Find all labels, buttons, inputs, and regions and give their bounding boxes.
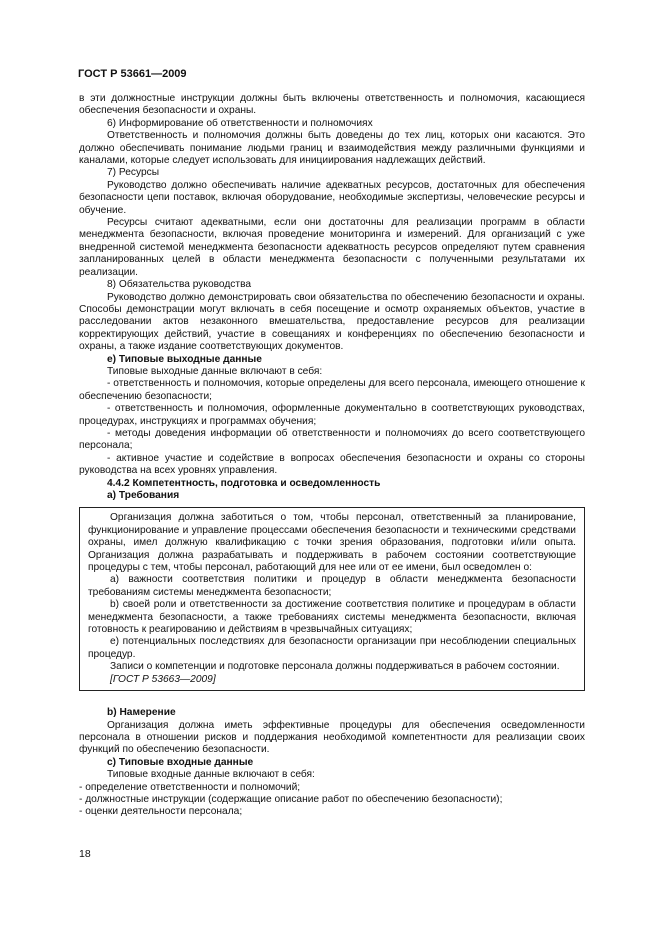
page-number: 18 bbox=[79, 848, 91, 860]
box-paragraph: b) своей роли и ответственности за достижение соответствия политике и процедурам в области менеджмента безопасности, а также требованиях системы менеджмента безопасности, включая готовность к реагированию и действиям в чрезвычайных ситуациях; bbox=[88, 599, 576, 636]
paragraph: a) Требования bbox=[107, 490, 180, 501]
document-header: ГОСТ Р 53661—2009 bbox=[78, 68, 187, 80]
box-paragraph: e) потенциальных последствиях для безопасности организации при несоблюдении специальных процедур. bbox=[88, 636, 576, 660]
paragraph: Типовые выходные данные включают в себя: bbox=[107, 365, 323, 377]
quoted-requirement-box bbox=[79, 507, 585, 691]
section-after-box bbox=[79, 707, 585, 819]
paragraph: 6) Информирование об ответственности и полномочиях bbox=[107, 117, 373, 129]
section-before-box bbox=[79, 93, 585, 502]
box-paragraph: Записи о компетенции и подготовке персонала должны поддерживаться в рабочем состоянии. bbox=[110, 661, 560, 673]
paragraph: - методы доведения информации об ответственности и полномочиях до всего соответствующего персонала; bbox=[79, 427, 585, 452]
paragraph: Ресурсы считают адекватными, если они достаточны для реализации программ в области менеджмента безопасности, включая проведение мониторинга и измерений. Для организаций с уже внедренной системой менеджмента безопасности адекватность ресурсов определяют путем сравнения запланированных целей в области менеджмента безопасности с полученными результатами их реализации. bbox=[79, 217, 585, 278]
paragraph: 4.4.2 Компетентность, подготовка и осведомленность bbox=[107, 477, 381, 489]
document-body bbox=[79, 93, 585, 819]
paragraph: e) Типовые выходные данные bbox=[107, 353, 262, 365]
paragraph: Ответственность и полномочия должны быть доведены до тех лиц, которых они касаются. Это должно обеспечивать понимание людьми границ и взаимодействия между различными функциями и каналами, которые следует использовать для инициирования надлежащих действий. bbox=[79, 130, 585, 167]
paragraph: Типовые входные данные включают в себя: bbox=[107, 769, 315, 781]
paragraph: - должностные инструкции (содержащие описание работ по обеспечению безопасности); bbox=[79, 793, 503, 805]
box-paragraph: [ГОСТ Р 53663—2009] bbox=[110, 673, 216, 685]
paragraph: - определение ответственности и полномочий; bbox=[79, 781, 301, 793]
paragraph: в эти должностные инструкции должны быть включены ответственность и полномочия, касающиеся обеспечения безопасности и охраны. bbox=[79, 93, 585, 117]
paragraph: Руководство должно демонстрировать свои обязательства по обеспечению безопасности и охраны. Способы демонстрации могут включать в себя посещение и осмотр охраняемых объектов, участие в расследовании актов незаконного вмешательства, предоставление ресурсов для реализации корректирующих действий, участие в совещаниях и конференциях по обеспечению безопасности и охраны, а также издание соответствующих документов. bbox=[79, 291, 585, 353]
paragraph: Руководство должно обеспечивать наличие адекватных ресурсов, достаточных для обеспечения безопасности цепи поставок, включая оборудование, необходимые экспертизы, человеческие ресурсы и обучение. bbox=[79, 179, 585, 216]
paragraph: - активное участие и содействие в вопросах обеспечения безопасности и охраны со стороны руководства на всех уровнях управления. bbox=[79, 452, 585, 477]
paragraph: Организация должна иметь эффективные процедуры для обеспечения осведомленности персонала в отношении рисков и поддержания необходимой компетентности для реализации своих функций по обеспечению безопасности. bbox=[79, 719, 585, 756]
paragraph: c) Типовые входные данные bbox=[107, 756, 254, 768]
paragraph: b) Намерение bbox=[107, 707, 176, 719]
paragraph: 8) Обязательства руководства bbox=[107, 279, 252, 291]
paragraph: - оценки деятельности персонала; bbox=[79, 806, 243, 818]
box-paragraph: a) важности соответствия политики и процедур в области менеджмента безопасности требованиям системы менеджмента безопасности; bbox=[88, 574, 576, 598]
paragraph: 7) Ресурсы bbox=[107, 167, 160, 179]
paragraph: - ответственность и полномочия, которые определены для всего персонала, имеющего отношение к обеспечению безопасности; bbox=[79, 378, 585, 402]
box-paragraph: Организация должна заботиться о том, чтобы персонал, ответственный за планирование, функционирование и управление процессами обеспечения безопасности и техническими средствами охраны, имел должную квалификацию с точки зрения образования, подготовки и/или опыта. Организация должна разрабатывать и поддерживать в рабочем состоянии соответствующие процедуры с тем, чтобы персонал, работающий для нее или от ее имени, был осведомлен о: bbox=[88, 512, 576, 574]
paragraph: - ответственность и полномочия, оформленные документально в соответствующих руководствах, процедурах, инструкциях и программах обучения; bbox=[79, 403, 585, 427]
